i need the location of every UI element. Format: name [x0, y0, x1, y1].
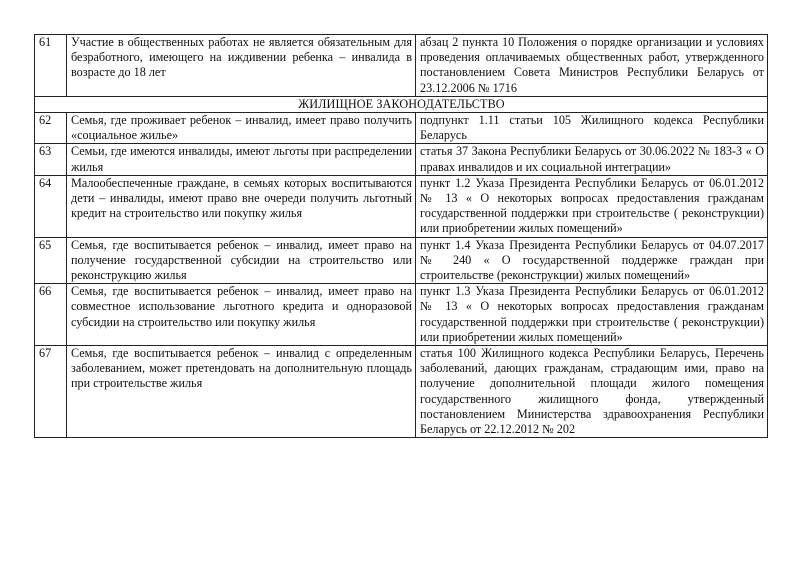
row-number: 64 [35, 175, 67, 237]
table-body [35, 35, 768, 438]
table-row [35, 237, 768, 284]
table-row [35, 175, 768, 237]
row-legal-basis: абзац 2 пункта 10 Положения о порядке организации и условиях проведения оплачиваемых общественных работ, утвержденного постановлением Совета Министров Республики Беларусь от 23.12.2006 № 1716 [416, 35, 768, 97]
row-legal-basis: подпункт 1.11 статьи 105 Жилищного кодекса Республики Беларусь [416, 113, 768, 144]
table-row [35, 284, 768, 346]
row-legal-basis: пункт 1.4 Указа Президента Республики Беларусь от 04.07.2017 № 240 « О государственной поддержке граждан при строительстве (реконструкции) жилых помещений» [416, 237, 768, 284]
row-description: Семья, где воспитывается ребенок – инвалид с определенным заболеванием, может претендовать на дополнительную площадь при строительстве жилья [67, 346, 416, 438]
table-row [35, 144, 768, 175]
row-number: 67 [35, 346, 67, 438]
row-description: Семья, где воспитывается ребенок – инвалид, имеет право на совместное использование льготного кредита и одноразовой субсидии на строительство или покупку жилья [67, 284, 416, 346]
row-legal-basis: статья 100 Жилищного кодекса Республики Беларусь, Перечень заболеваний, дающих гражданам, страдающим ими, право на получение дополнительной площади жилого помещения государственного жилищного фонда, утвержденный постановлением Министерства здравоохранения Республики Беларусь от 22.12.2012 № 202 [416, 346, 768, 438]
table-row [35, 346, 768, 438]
row-description: Семьи, где имеются инвалиды, имеют льготы при распределении жилья [67, 144, 416, 175]
row-description: Малообеспеченные граждане, в семьях которых воспитываются дети – инвалиды, имеют право вне очереди получить льготный кредит на строительство или покупку жилья [67, 175, 416, 237]
table-row [35, 113, 768, 144]
row-number: 66 [35, 284, 67, 346]
benefits-table [34, 34, 768, 438]
section-header-row [35, 96, 768, 112]
row-number: 61 [35, 35, 67, 97]
row-legal-basis: статья 37 Закона Республики Беларусь от 30.06.2022 № 183-З « О правах инвалидов и их социальной интеграции» [416, 144, 768, 175]
row-number: 65 [35, 237, 67, 284]
row-description: Семья, где воспитывается ребенок – инвалид, имеет право на получение государственной субсидии на строительство или реконструкцию жилья [67, 237, 416, 284]
row-description: Участие в общественных работах не является обязательным для безработного, имеющего на иждивении ребенка – инвалида в возрасте до 18 лет [67, 35, 416, 97]
table-row [35, 35, 768, 97]
row-description: Семья, где проживает ребенок – инвалид, имеет право получить «социальное жилье» [67, 113, 416, 144]
row-number: 62 [35, 113, 67, 144]
row-legal-basis: пункт 1.3 Указа Президента Республики Беларусь от 06.01.2012 № 13 « О некоторых вопросах предоставления гражданам государственной поддержки при строительстве ( реконструкции) или приобретении жилых помещений» [416, 284, 768, 346]
section-title: ЖИЛИЩНОЕ ЗАКОНОДАТЕЛЬСТВО [35, 96, 768, 112]
row-legal-basis: пункт 1.2 Указа Президента Республики Беларусь от 06.01.2012 № 13 « О некоторых вопросах предоставления гражданам государственной поддержки при строительстве ( реконструкции) или приобретении жилых помещений» [416, 175, 768, 237]
row-number: 63 [35, 144, 67, 175]
